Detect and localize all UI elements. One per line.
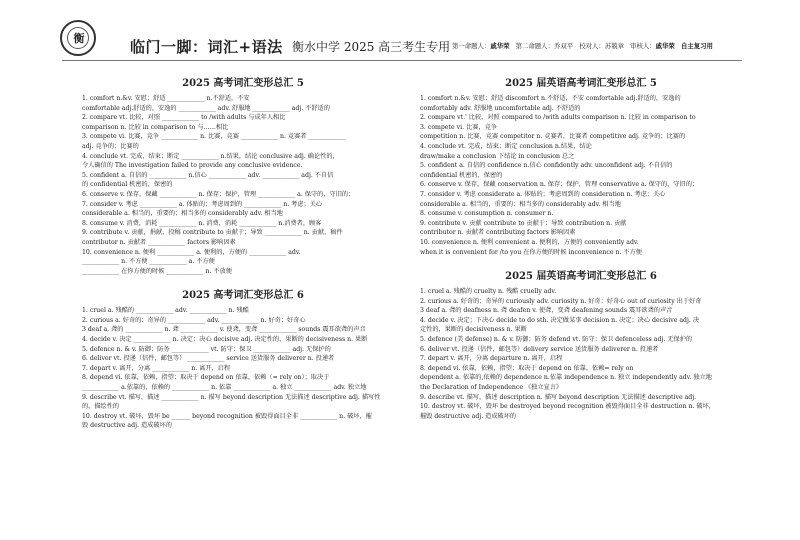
meta-value: 苏兢章 xyxy=(604,42,624,50)
vocab-line: 2. compare vt. 比较，对照 ____________ to /with adults 与成年人相比 xyxy=(82,114,286,122)
vocab-line: 4. conclude vt. 完成，结束；断定 ____________ n.结果，结论 conclusive adj. 确论性的， xyxy=(82,152,339,160)
vocab-line: 1. comfort n.&v. 安慰；舒适 discomfort n.不舒适，不安 comfortable adj.舒适的，安逸的 xyxy=(420,95,681,102)
vocab-line: confidential 机密的，保密的 xyxy=(420,171,503,179)
vocab-line: 5. defence n. & v. 防御；防务 ____________ vt. 防守；保卫 ____________ adj. 无保护的 xyxy=(82,345,331,353)
vocab-line: 2. curious a. 好奇的；奇异的 curiously adv. curiosity n. 好奇；好奇心 out of curiosity 出于好奇 xyxy=(420,297,702,305)
meta-label: 校对人： xyxy=(579,42,605,50)
vocab-line: 7. depart v. 离开，分离 departure n. 离开，启程 xyxy=(420,355,563,363)
meta-value: 戚华荣 xyxy=(655,42,675,50)
vocab-line: 5. confident a. 自信的 confidence n.信心 confidently adv. unconfident adj. 不自信的 xyxy=(420,162,673,170)
vocab-line: 3. compete vi. 比赛，竞争 ____________ n. 比赛，竞赛 ____________ n. 竞赛者 ____________ xyxy=(82,133,346,141)
vocab-line: 毁 destructive adj. 造成破坏的 xyxy=(82,422,172,430)
section-title: 2025 届英语高考词汇变形总汇 5 xyxy=(505,78,657,89)
vocab-line: 10. destroy vt. 破坏，毁坏 be ______ beyond recognition 被毁得面目全非 ____________ n. 破坏，摧 xyxy=(82,412,372,420)
meta-value: 乔双平 xyxy=(553,42,574,50)
vocab-line: 6. conserve v. 保存，保藏 conservation n. 保存；保护，管理 conservative a. 保守的，守旧的； xyxy=(420,181,699,189)
right-column xyxy=(420,64,742,421)
vocab-line: 2. curious a. 好奇的；奇异的 ____________ adv. ____________ n. 好奇；好奇心 xyxy=(82,316,306,324)
vocab-line: 9. contribute v. 贡献，捐献，投稿 contribute to 贡献于；导致 ____________ n. 贡献，稿件 xyxy=(82,229,343,237)
section-title: 2025 届英语高考词汇变形总汇 6 xyxy=(505,271,657,283)
meta-value: 戚华荣 xyxy=(490,42,510,50)
vocab-line: 摧毁 destructive adj. 造成破坏的 xyxy=(420,412,517,420)
section xyxy=(420,74,742,257)
vocab-line: 3. compete vi. 比赛，竞争 xyxy=(420,123,498,131)
vocab-line: 10. convenience n. 便利 ____________ a. 便利的，方便的 ____________ adv. xyxy=(82,248,301,256)
vocab-line: 5. confident a. 自信的 ____________ n.信心 ____________ adv. ____________ adj. 不自信 xyxy=(82,171,334,179)
vocab-line: 9. describe vt. 描写，描述 description n. 描写 beyond description 无法描述 descriptive adj. xyxy=(420,393,697,401)
vocab-line: comfortably adv. 舒服地 uncomfortable adj. 不舒适的 xyxy=(420,104,581,112)
vocab-line: 10. destroy vt. 破坏，毁坏 be destroyed beyond recognition 被毁得面目全非 destruction n. 破坏， xyxy=(420,403,715,411)
vocab-line: 的 confidential 机密的，保密的 xyxy=(82,181,173,189)
vocab-line: considerable a. 相当的，重要的；相当多的 considerably adv. 相当地 xyxy=(420,200,621,208)
vocab-line: 1. comfort n.&v. 安慰；舒适 ____________ n.不舒适，不安 xyxy=(82,95,250,102)
vocab-line: 4. conclude vt. 完成，结束；断定 conclusion n.结果，结论 xyxy=(420,142,592,150)
meta-label: 第二命题人： xyxy=(515,42,554,50)
logo-glyph: 衡 xyxy=(73,32,85,45)
vocab-line: 8. consume v. 消费，消耗 ____________ n. 消费，消耗 ____________ n.消费者，顾客 xyxy=(82,219,322,227)
section xyxy=(82,74,404,276)
vocab-line: 令人确信的 The investigation failed to provide any conclusive evidence. xyxy=(82,162,303,170)
school-logo xyxy=(60,20,96,56)
page-subtitle: 衡水中学 2025 高三考生专用 xyxy=(292,40,451,54)
vocab-line: considerable a. 相当的，重要的；相当多的 considerably adv. 相当地 xyxy=(82,210,283,218)
vocab-line: 的，描绘性的 xyxy=(82,403,120,411)
vocab-line: adj. 竞争的；比赛的 xyxy=(82,142,139,150)
vocab-line: 5. defence (美 defense) n. & v. 防御；防务 defend vt. 防守；保卫 defenceless adj. 无保护的 xyxy=(420,336,693,344)
vocab-line: 9. contribute v. 贡献 contribute to 贡献于；导致 contribution n. 贡献 xyxy=(420,219,627,227)
vocab-line: competition n. 比赛，竞赛 competitor n. 竞赛者，比赛者 competitive adj. 竞争的；比赛的 xyxy=(420,133,686,141)
vocab-line: contributor n. 贡献者 contributing factors 影响因素 xyxy=(420,229,576,237)
vocab-line: 10. convenience n. 便利 convenient a. 便利的，方便的 conveniently adv. xyxy=(420,238,639,246)
vocab-line: 1. cruel a. 残酷的 cruelty n. 残酷 cruelly adv. xyxy=(420,288,557,296)
page-title: 临门一脚：词汇+语法 xyxy=(130,38,283,56)
vocab-line: 7. consider v. 考虑 ____________ a. 体贴的；考虑周到的 ____________ n. 考虑；关心 xyxy=(82,200,323,208)
section xyxy=(82,286,404,431)
vocab-line: ____________ 在你方便的时候 ____________ n. 不放便 xyxy=(82,267,232,275)
vocab-line: 7. consider v. 考虑 considerate a. 体贴的；考虑周到的 consideration n. 考虑；关心 xyxy=(420,190,666,198)
section-title: 2025 高考词汇变形总汇 6 xyxy=(182,290,304,302)
vocab-line: 6. deliver vt. 投递（信件，邮包等） ____________ service 送货服务 deliverer n. 投递者 xyxy=(82,355,335,363)
meta-label: 第一命题人： xyxy=(452,42,491,50)
section xyxy=(420,267,742,421)
vocab-line: draw/make a conclusion 下结论 in conclusion 总之 xyxy=(420,152,575,160)
left-column xyxy=(82,64,404,431)
vocab-line: contributor n. 贡献者 ____________ factors 影响因素 xyxy=(82,238,236,246)
vocab-line: 4. decide v. 决定；下决心 decide to do sth. 决定做某事 decision n. 决定；决心 decisive adj. 决 xyxy=(420,316,700,324)
vocab-line: 定性的，果断的 decisiveness n. 果断 xyxy=(420,326,527,334)
vocab-line: 2. compare vt.' 比较，对照 compared to /with adults comparison n. 比较 in comparison to xyxy=(420,114,696,122)
vocab-line: 8. depend vi. 依靠，依赖，指望；取决于 depend on 依靠，依赖（= rely on）；取决于 xyxy=(82,374,330,382)
vocab-line: 7. depart v. 离开，分离 ____________ n. 离开，启程 xyxy=(82,364,231,372)
meta-value: 自主复习用 xyxy=(680,42,713,50)
logo-emblem-icon xyxy=(67,27,89,49)
vocab-line: 8. consume v. consumption n. consumer n. xyxy=(420,210,554,218)
meta-label: 审核人： xyxy=(630,42,656,50)
vocab-line: when it is convenient for /to you 在你方便的时候 inconvenience n. 不方便 xyxy=(420,248,642,256)
vocab-line: 8. depend vi. 依靠，依赖，指望；取决于 depend on 依靠，依赖= rely on xyxy=(420,364,634,372)
section-title: 2025 高考词汇变形总汇 5 xyxy=(182,78,304,89)
vocab-line: 6. conserve v. 保存，保藏 ____________ n. 保存；保护，管理 ____________ a. 保守的，守旧的； xyxy=(82,190,355,198)
vocab-line: ____________ a.依靠的，依赖的 ____________ n. 依靠 ____________ a. 独立 ____________ adv. 独立地 xyxy=(82,384,367,392)
author-info xyxy=(452,41,713,50)
vocab-line: 9. describe vt. 描写，描述 ____________ n. 描写 beyond description 无法描述 descriptive adj. 描写性 xyxy=(82,393,381,401)
header-divider xyxy=(62,60,742,61)
vocab-line: 6. deliver vt. 投递（信件，邮包等）delivery service 送货服务 deliverer n. 投递者 xyxy=(420,345,659,353)
vocab-line: 4. decide v. 决定 ____________ n. 决定；决心 decisive adj. 决定性的，果断的 decisiveness n. 果断 xyxy=(82,336,368,344)
vocab-line: dependent a. 依靠的,依赖的 dependence n.依靠 independence n. 独立 independently adv. 独立地 xyxy=(420,374,712,382)
vocab-line: ____________ n. 不方便 ____________ a. 不方便 xyxy=(82,258,215,266)
vocab-line: comfortable adj.舒适的，安逸的 ____________ adv. 舒服地 ____________ adj. 不舒适的 xyxy=(82,104,330,112)
vocab-line: 1. cruel a. 残酷的 ____________ adv. ____________ n. 残酷 xyxy=(82,307,249,315)
vocab-line: 3 deaf a. 聋的 ____________ n. 聋 ____________ v. 使聋，变聋 ____________ sounds 震耳欲聋的声音 xyxy=(82,326,366,334)
vocab-line: the Declaration of Independence 《独立宣言》 xyxy=(420,384,563,392)
vocab-line: comparison n. 比较 in comparison to 与……相比 xyxy=(82,123,229,131)
vocab-line: 3 deaf a. 聋的 deafness n. 聋 deafen v. 使聋，变聋 deafening sounds 震耳欲聋的声音 xyxy=(420,307,673,315)
